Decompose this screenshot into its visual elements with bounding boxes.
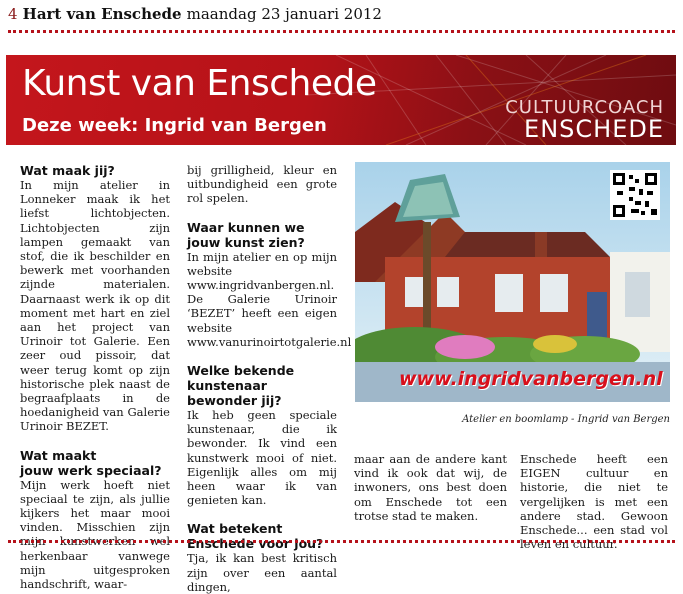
question-heading: Welke bekende kunstenaar bewonder jij? [187,363,295,409]
answer-paragraph: Enschede heeft een EIGEN cultuur en historie, die niet te vergelijken is met een andere stad. Gewoon Enschede... een stad vol leven en cultuur. [520,452,668,552]
article-column-1 [20,163,170,591]
banner-subtitle: Deze week: Ingrid van Bergen [22,115,327,136]
question-heading: Wat betekent Enschede voor jou? [187,521,324,552]
header-divider [8,30,675,33]
question-heading: Wat maakt jouw werk speciaal? [20,447,162,478]
article-column-2 [187,163,352,594]
website-overlay: www.ingridvanbergen.nl [399,368,663,390]
answer-paragraph: maar aan de andere kant vind ik ook dat wij, de inwoners, ons best doen om Enschede tot een trotse stad te maken. [354,452,507,523]
footer-divider [8,540,675,543]
answer-paragraph: Tja, ik kan best kritisch zijn over een aantal dingen, [187,551,337,594]
answer-paragraph: In mijn atelier in Lonneker maak ik het liefst lichtobjecten. Lichtobjecten zijn lampen gemaakt van stof, die ik beschilder en bewerk met voorhanden zijnde materialen. Daarnaast werk ik op dit moment met hart en ziel aan het project van Urinoir tot Galerie. Een zeer oud pissoir, dat weer terug komt op zijn historische plek naast de begraafplaats in de hoedanigheid van Galerie Urinoir BEZET. [20,178,170,434]
issue-date: maandag 23 januari 2012 [186,5,382,23]
article-column-3 [354,452,507,523]
answer-paragraph: Ik heb geen speciale kunstenaar, die ik bewonder. Ik vind een kunstwerk mooi of niet. Eigenlijk alles om mij heen waar ik van genieten kan. [187,408,337,508]
question-heading: Waar kunnen we jouw kunst zien? [187,219,305,250]
question-heading: Wat maak jij? [20,163,115,178]
answer-paragraph: bij grilligheid, kleur en uitbundigheid een grote rol spelen. [187,163,337,206]
article-photo [355,162,670,402]
answer-paragraph: In mijn atelier en op mijn website www.ingridvanbergen.nl. De Galerie Urinoir ‘BEZET’ heeft een eigen website www.vanurinoirtotgalerie.nl [187,249,352,349]
publication-name: Hart van Enschede [22,5,182,23]
photo-caption: Atelier en boomlamp - Ingrid van Bergen [462,414,670,425]
page-header [8,4,675,26]
page-number: 4 [8,5,18,23]
qr-code-icon [610,170,660,220]
title-banner [6,55,676,145]
logo-line-2: ENSCHEDE [524,115,664,143]
article-column-4 [520,452,668,551]
banner-title: Kunst van Enschede [22,63,377,104]
logo-line-1: CULTUURCOACH [505,97,664,118]
answer-paragraph: Mijn werk hoeft niet speciaal te zijn, als jullie kijkers het maar mooi vinden. Misschien zijn mijn kunstwerken wel herkenbaar vanwege mijn uitgesproken handschrift, waar- [20,477,170,592]
